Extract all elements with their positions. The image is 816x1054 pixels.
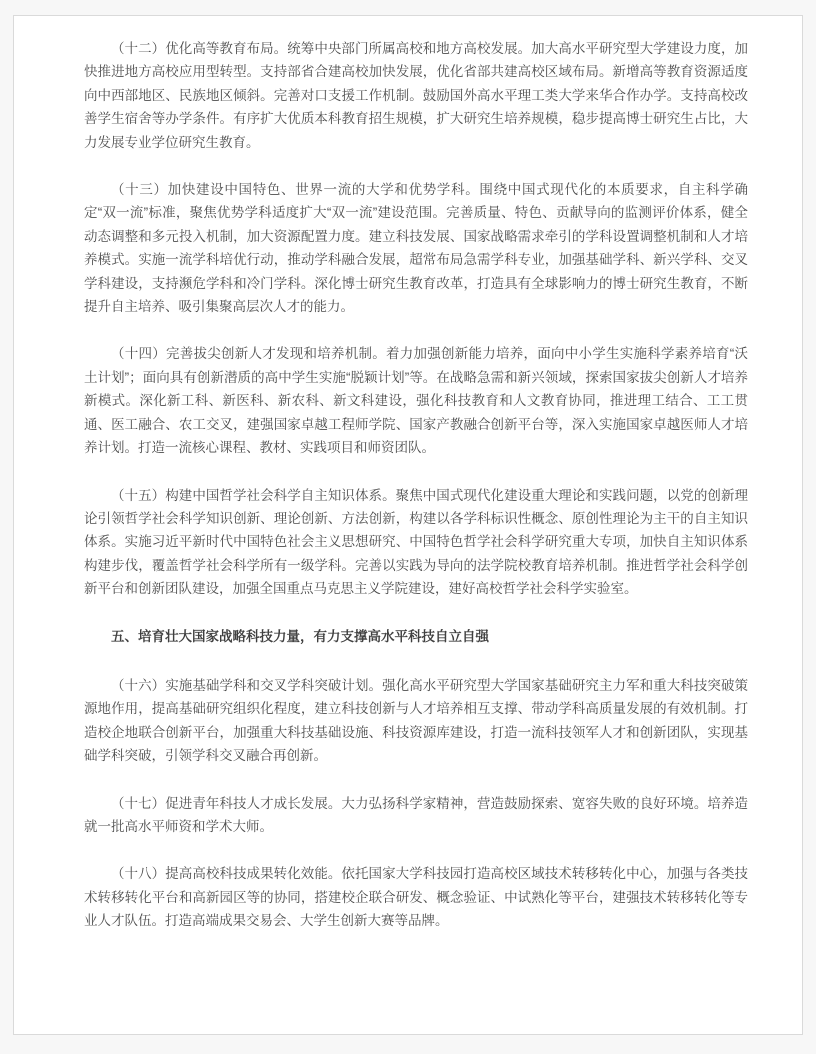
document-body [84,37,748,933]
paragraph-14: （十四）完善拔尖创新人才发现和培养机制。着力加强创新能力培养，面向中小学生实施科学素养培育“沃土计划”；面向具有创新潜质的高中学生实施“脱颖计划”等。在战略急需和新兴领域，探索国家拔尖创新人才培养新模式。深化新工科、新医科、新农科、新文科建设，强化科技教育和人文教育协同，推进理工结合、工工贯通、医工融合、农工交叉，建强国家卓越工程师学院、国家产教融合创新平台等，深入实施国家卓越医师人才培养计划。打造一流核心课程、教材、实践项目和师资团队。 [84,346,748,456]
paragraph-17: （十七）促进青年科技人才成长发展。大力弘扬科学家精神，营造鼓励探索、宽容失败的良好环境。培养造就一批高水平师资和学术大师。 [84,795,748,834]
paragraph-13: （十三）加快建设中国特色、世界一流的大学和优势学科。围绕中国式现代化的本质要求，自主科学确定“双一流”标准，聚焦优势学科适度扩大“双一流”建设范围。完善质量、特色、贡献导向的监测评价体系，健全动态调整和多元投入机制，加大资源配置力度。建立科技发展、国家战略需求牵引的学科设置调整机制和人才培养模式。实施一流学科培优行动，推动学科融合发展，超常布局急需学科专业，加强基础学科、新兴学科、交叉学科建设，支持濒危学科和冷门学科。深化博士研究生教育改革，打造具有全球影响力的博士研究生教育，不断提升自主培养、吸引集聚高层次人才的能力。 [84,182,748,315]
paragraph-12: （十二）优化高等教育布局。统筹中央部门所属高校和地方高校发展。加大高水平研究型大学建设力度，加快推进地方高校应用型转型。支持部省合建高校加快发展，优化省部共建高校区域布局。新增高等教育资源适度向中西部地区、民族地区倾斜。完善对口支援工作机制。鼓励国外高水平理工类大学来华合作办学。支持高校改善学生宿舍等办学条件。有序扩大优质本科教育招生规模，扩大研究生培养规模，稳步提高博士研究生占比，大力发展专业学位研究生教育。 [84,41,748,150]
paragraph-15: （十五）构建中国哲学社会科学自主知识体系。聚焦中国式现代化建设重大理论和实践问题，以党的创新理论引领哲学社会科学知识创新、理论创新、方法创新，构建以各学科标识性概念、原创性理论为主干的自主知识体系。实施习近平新时代中国特色社会主义思想研究、中国特色哲学社会科学研究重大专项，加快自主知识体系构建步伐，覆盖哲学社会科学所有一级学科。完善以实践为导向的法学院校教育培养机制。推进哲学社会科学创新平台和创新团队建设，加强全国重点马克思主义学院建设，建好高校哲学社会科学实验室。 [84,487,748,597]
section-heading-5: 五、培育壮大国家战略科技力量，有力支撑高水平科技自立自强 [111,628,489,644]
paragraph-16: （十六）实施基础学科和交叉学科突破计划。强化高水平研究型大学国家基础研究主力军和重大科技突破策源地作用，提高基础研究组织化程度，建立科技创新与人才培养相互支撑、带动学科高质量发展的有效机制。打造校企地联合创新平台，加强重大科技基础设施、科技资源库建设，打造一流科技领军人才和创新团队，实现基础学科突破，引领学科交叉融合再创新。 [84,677,748,764]
document-page [13,15,803,1035]
paragraph-18: （十八）提高高校科技成果转化效能。依托国家大学科技园打造高校区域技术转移转化中心，加强与各类技术转移转化平台和高新园区等的协同，搭建校企联合研发、概念验证、中试熟化等平台，建强技术转移转化等专业人才队伍。打造高端成果交易会、大学生创新大赛等品牌。 [84,866,748,929]
